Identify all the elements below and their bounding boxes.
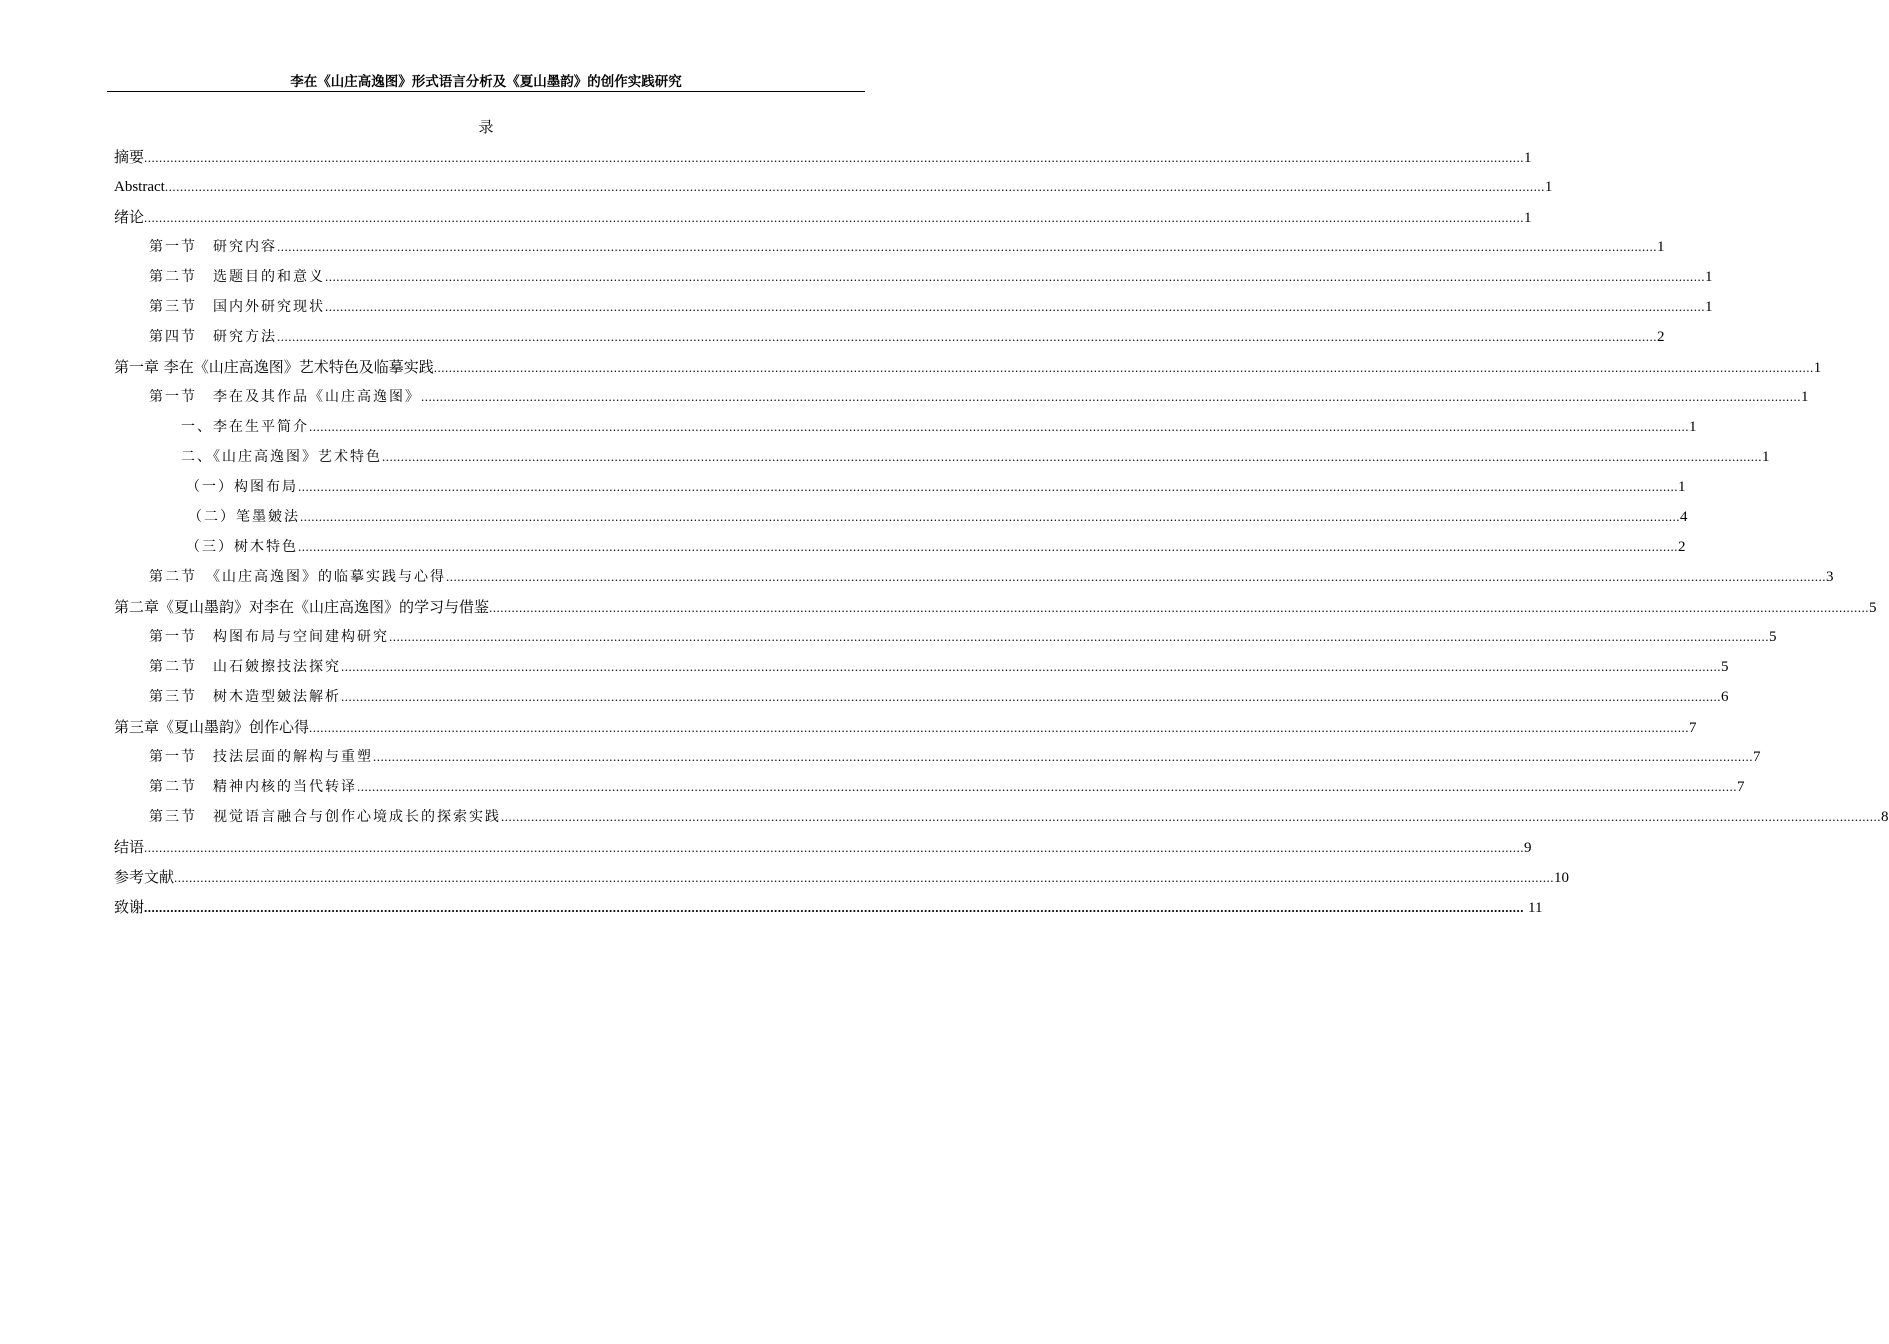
toc-entry-title: （二）笔墨皴法 xyxy=(188,509,300,525)
dot-leader: ................................................................................................................................................................................................................................................................................................................................................................................ xyxy=(144,210,1525,225)
toc-entry-page: 5 xyxy=(1869,600,1877,616)
toc-entry-page: 6 xyxy=(1721,689,1729,705)
toc-entry-page: 7 xyxy=(1753,749,1761,765)
toc-entry-abstract-en[interactable] xyxy=(114,176,1553,198)
toc-entry-intro-section-2[interactable] xyxy=(149,266,1713,288)
toc-entry-chapter-3[interactable] xyxy=(114,716,1697,738)
toc-entry-page: 5 xyxy=(1769,629,1777,645)
toc-entry-title: 第四节 研究方法 xyxy=(149,329,277,345)
toc-entry-tree-features[interactable] xyxy=(186,536,1686,558)
toc-entry-ch2-section-2[interactable] xyxy=(149,656,1729,678)
dot-leader: ................................................................................................................................................................................................................................................................................................................................................................................ xyxy=(300,509,1680,524)
toc-entry-conclusion[interactable] xyxy=(114,836,1532,858)
running-header: 李在《山庄高逸图》形式语言分析及《夏山墨韵》的创作实践研究 xyxy=(290,74,682,90)
toc-entry-title: 致谢 xyxy=(114,898,145,916)
dot-leader: ................................................................................................................................................................................................................................................................................................................................................................................ xyxy=(309,419,1689,434)
toc-entry-introduction[interactable] xyxy=(114,206,1532,228)
toc-entry-title: 第一节 研究内容 xyxy=(149,239,277,255)
toc-entry-page: 1 xyxy=(1762,449,1770,465)
toc-entry-title: 第三节 视觉语言融合与创作心境成长的探索实践 xyxy=(149,809,501,825)
dot-leader: ................................................................................................................................................................................................................................................................................................................................................................................ xyxy=(421,389,1801,404)
toc-entry-page: 1 xyxy=(1657,239,1665,255)
dot-leader: ................................................................................................................................................................................................................................................................................................................................................................................ xyxy=(341,659,1721,674)
toc-entry-acknowledgements[interactable] xyxy=(114,896,1543,918)
toc-entry-title: 第一节 技法层面的解构与重塑 xyxy=(149,749,373,765)
dot-leader: ................................................................................................................................................................................................................................................................................................................................................................................ xyxy=(277,239,1657,254)
toc-entry-intro-section-1[interactable] xyxy=(149,236,1665,258)
toc-entry-title: （三）树木特色 xyxy=(186,539,298,555)
dot-leader: ................................................................................................................................................................................................................................................................................................................................................................................ xyxy=(325,299,1705,314)
toc-entry-chapter-2[interactable] xyxy=(114,596,1877,618)
toc-entry-chapter-1[interactable] xyxy=(114,356,1822,378)
toc-entry-title: 第三节 树木造型皴法解析 xyxy=(149,689,341,705)
toc-entry-title: （一）构图布局 xyxy=(186,479,298,495)
toc-entry-page: 11 xyxy=(1528,900,1543,916)
dot-leader: ................................................................................................................................................................................................................................................................................................................................................................................ xyxy=(174,870,1555,885)
toc-entry-title: 第三节 国内外研究现状 xyxy=(149,299,325,315)
dot-leader: ................................................................................................................................................................................................................................................................................................................................................................................ xyxy=(433,360,1814,375)
dot-leader: ................................................................................................................................................................................................................................................................................................................................................................................ xyxy=(144,150,1525,165)
dot-leader: ................................................................................................................................................................................................................................................................................................................................................................................ xyxy=(341,689,1721,704)
dot-leader: ................................................................................................................................................................................................................................................................................................................................................................................ xyxy=(298,539,1678,554)
toc-entry-page: 1 xyxy=(1801,389,1809,405)
toc-entry-ch2-section-1[interactable] xyxy=(149,626,1777,648)
toc-entry-page: 10 xyxy=(1554,870,1570,886)
dot-leader: ................................................................................................................................................................................................................................................................................................................................................................................ xyxy=(373,749,1753,764)
toc-entry-title: 摘要 xyxy=(114,148,145,166)
toc-entry-page: 8 xyxy=(1881,809,1889,825)
toc-entry-page: 1 xyxy=(1544,179,1553,195)
toc-entry-title: 第二节 山石皴擦技法探究 xyxy=(149,659,341,675)
dot-leader: ................................................................................................................................................................................................................................................................................................................................................................................ xyxy=(164,179,1545,194)
toc-entry-title: 第一节 李在及其作品《山庄高逸图》 xyxy=(149,389,421,405)
toc-heading: 录 xyxy=(478,118,494,136)
dot-leader: ................................................................................................................................................................................................................................................................................................................................................................................ xyxy=(501,809,1881,824)
dot-leader: ................................................................................................................................................................................................................................................................................................................................................................................ xyxy=(489,600,1870,615)
toc-entry-title: 第二节 选题目的和意义 xyxy=(149,269,325,285)
toc-entry-title: 第二节 《山庄高逸图》的临摹实践与心得 xyxy=(149,569,446,585)
dot-leader: ................................................................................................................................................................................................................................................................................................................................................................................ xyxy=(277,329,1657,344)
dot-leader: ................................................................................................................................................................................................................................................................................................................................................................................ xyxy=(382,449,1762,464)
toc-entry-ch1-s1-part-2[interactable] xyxy=(181,446,1770,468)
toc-entry-page: 5 xyxy=(1721,659,1729,675)
toc-entry-page: 2 xyxy=(1678,539,1686,555)
toc-entry-title: 参考文献 xyxy=(114,868,175,886)
dot-leader: ................................................................................................................................................................................................................................................................................................................................................................................ xyxy=(325,269,1705,284)
toc-entry-ch1-section-2[interactable] xyxy=(149,566,1834,588)
toc-entry-page: 1 xyxy=(1705,299,1713,315)
toc-entry-abstract-cn[interactable] xyxy=(114,146,1532,168)
toc-entry-title: Abstract xyxy=(114,179,165,195)
toc-entry-page: 1 xyxy=(1813,360,1822,376)
toc-entry-page: 1 xyxy=(1524,150,1532,166)
dot-leader: ................................................................................................................................................................................................................................................................................................................................................................................ xyxy=(144,840,1525,855)
toc-entry-page: 9 xyxy=(1524,840,1532,856)
toc-entry-intro-section-4[interactable] xyxy=(149,326,1665,348)
toc-entry-ch3-section-3[interactable] xyxy=(149,806,1889,828)
toc-entry-page: 1 xyxy=(1524,210,1532,226)
dot-leader: ................................................................................................................................................................................................................................................................................................................................................................................ xyxy=(298,479,1678,494)
toc-entry-page: 1 xyxy=(1705,269,1713,285)
toc-entry-page: 7 xyxy=(1689,720,1697,736)
dot-leader: ................................................................................................................................................................................................................................................................................................................................................................................ xyxy=(446,569,1826,584)
toc-entry-references[interactable] xyxy=(114,866,1570,888)
dot-leader: ................................................................................................................................................................................................................................................................................................................................................................................ xyxy=(357,779,1737,794)
toc-entry-page: 2 xyxy=(1657,329,1665,345)
dot-leader: ................................................................................................................................................................................................................................................................................................................................................................................ xyxy=(309,720,1690,735)
toc-entry-intro-section-3[interactable] xyxy=(149,296,1713,318)
toc-entry-title: 一、李在生平简介 xyxy=(181,419,309,435)
toc-entry-title: 第一节 构图布局与空间建构研究 xyxy=(149,629,389,645)
toc-entry-title: 第三章《夏山墨韵》创作心得 xyxy=(114,718,310,736)
toc-entry-ch3-section-1[interactable] xyxy=(149,746,1761,768)
toc-entry-page: 1 xyxy=(1678,479,1686,495)
toc-entry-ch1-section-1[interactable] xyxy=(149,386,1809,408)
toc-entry-page: 7 xyxy=(1737,779,1745,795)
toc-entry-title: 二、《山庄高逸图》艺术特色 xyxy=(181,449,382,465)
dot-leader: ................................................................................................................................................................................................................................................................................................................................................................................ xyxy=(144,900,1525,915)
toc-entry-title: 结语 xyxy=(114,838,145,856)
toc-entry-brushwork[interactable] xyxy=(188,506,1688,528)
toc-entry-page: 3 xyxy=(1826,569,1834,585)
toc-entry-title: 绪论 xyxy=(114,208,145,226)
toc-entry-ch1-s1-part-1[interactable] xyxy=(181,416,1697,438)
toc-entry-ch2-section-3[interactable] xyxy=(149,686,1729,708)
dot-leader: ................................................................................................................................................................................................................................................................................................................................................................................ xyxy=(389,629,1769,644)
toc-entry-page: 4 xyxy=(1680,509,1688,525)
toc-entry-title: 第二章《夏山墨韵》对李在《山庄高逸图》的学习与借鉴 xyxy=(114,598,490,616)
toc-entry-title: 第一章 李在《山庄高逸图》艺术特色及临摹实践 xyxy=(114,358,434,376)
toc-entry-page: 1 xyxy=(1689,419,1697,435)
toc-entry-composition[interactable] xyxy=(186,476,1686,498)
toc-entry-title: 第二节 精神内核的当代转译 xyxy=(149,779,357,795)
toc-entry-ch3-section-2[interactable] xyxy=(149,776,1745,798)
